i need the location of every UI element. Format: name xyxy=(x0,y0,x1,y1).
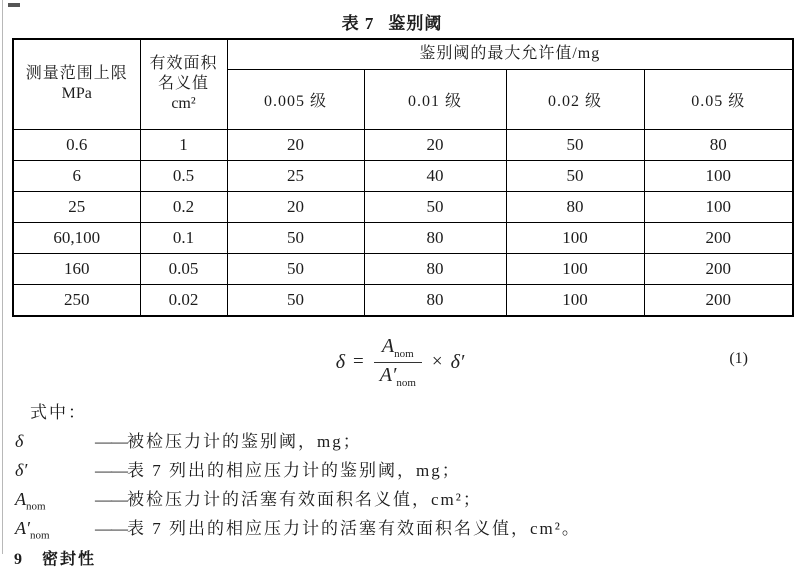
formula-denominator xyxy=(372,363,424,390)
cell-area: 0.5 xyxy=(140,160,227,191)
cell-area: 0.05 xyxy=(140,253,227,284)
table-row xyxy=(13,284,793,316)
definitions-intro: 式中： xyxy=(30,403,87,422)
formula-fraction xyxy=(372,334,424,389)
table-caption xyxy=(12,9,772,34)
cell-value: 50 xyxy=(227,253,364,284)
definition-dash: —— xyxy=(95,432,127,451)
symbol-subscript: nom xyxy=(29,529,50,542)
table-caption-label: 表 7 xyxy=(341,14,375,33)
definition-dash: —— xyxy=(95,519,127,538)
formula-equals: = xyxy=(353,351,364,372)
denominator-base: A′ xyxy=(379,363,397,386)
header-effective-area xyxy=(140,39,227,129)
cell-value: 50 xyxy=(227,284,364,316)
definition-text: 被检压力计的活塞有效面积名义值，cm²； xyxy=(127,490,482,509)
header-max-allowed-value: 鉴别阈的最大允许值/mg xyxy=(227,39,793,69)
cell-value: 100 xyxy=(506,284,644,316)
table-caption-title: 鉴别阈 xyxy=(388,14,443,33)
definition-symbol xyxy=(15,427,95,456)
definition-text: 被检压力计的鉴别阈，mg； xyxy=(127,432,362,451)
header-grade-0005: 0.005 级 xyxy=(227,69,364,129)
cell-value: 80 xyxy=(364,222,506,253)
cell-value: 50 xyxy=(506,160,644,191)
cell-area: 0.2 xyxy=(140,191,227,222)
formula-numerator xyxy=(374,334,422,362)
definition-symbol xyxy=(15,456,95,485)
definition-a-prime-nom xyxy=(15,514,800,543)
cell-value: 50 xyxy=(506,129,644,160)
header-measure-range xyxy=(13,39,140,129)
header-grade-005: 0.05 级 xyxy=(644,69,793,129)
definition-dash: —— xyxy=(95,490,127,509)
cell-value: 20 xyxy=(227,129,364,160)
table-row xyxy=(13,191,793,222)
formula-block xyxy=(0,324,800,400)
definition-delta-prime xyxy=(15,456,800,485)
cell-value: 100 xyxy=(644,191,793,222)
cell-value: 80 xyxy=(506,191,644,222)
cell-value: 100 xyxy=(506,253,644,284)
numerator-base: A xyxy=(381,335,395,358)
definition-text: 表 7 列出的相应压力计的活塞有效面积名义值，cm²。 xyxy=(127,519,581,538)
definition-symbol xyxy=(15,514,95,543)
scan-artifact-mark xyxy=(8,3,20,7)
formula-lhs: δ xyxy=(335,350,346,373)
cell-area: 0.02 xyxy=(140,284,227,316)
symbol-base: A′ xyxy=(15,518,30,538)
table-row xyxy=(13,222,793,253)
header-effective-area-line1: 有效面积 xyxy=(149,55,218,73)
definition-text: 表 7 列出的相应压力计的鉴别阈，mg； xyxy=(127,461,461,480)
cell-range: 6 xyxy=(13,160,140,191)
cell-range: 0.6 xyxy=(13,129,140,160)
header-grade-001: 0.01 级 xyxy=(364,69,506,129)
definition-a-nom xyxy=(15,485,800,514)
cell-value: 200 xyxy=(644,222,793,253)
cell-value: 200 xyxy=(644,284,793,316)
denominator-subscript: nom xyxy=(396,376,416,389)
definition-symbol xyxy=(15,485,95,514)
table-row xyxy=(13,160,793,191)
header-measure-range-unit: MPa xyxy=(61,85,92,103)
cell-value: 50 xyxy=(364,191,506,222)
cell-value: 50 xyxy=(227,222,364,253)
header-effective-area-unit: cm² xyxy=(171,95,196,113)
cell-value: 100 xyxy=(644,160,793,191)
table-row xyxy=(13,253,793,284)
symbol-definitions xyxy=(0,398,800,543)
cell-value: 20 xyxy=(364,129,506,160)
cell-area: 1 xyxy=(140,129,227,160)
equation-1 xyxy=(0,324,800,400)
cell-range: 250 xyxy=(13,284,140,316)
definition-delta xyxy=(15,427,800,456)
cell-range: 25 xyxy=(13,191,140,222)
table-row xyxy=(13,129,793,160)
header-grade-002: 0.02 级 xyxy=(506,69,644,129)
formula-times: × xyxy=(431,351,443,372)
formula-rhs: δ′ xyxy=(450,350,465,373)
symbol-base: δ xyxy=(15,431,24,451)
cell-range: 60,100 xyxy=(13,222,140,253)
definition-dash: —— xyxy=(95,461,127,480)
cell-value: 200 xyxy=(644,253,793,284)
cell-value: 80 xyxy=(364,284,506,316)
header-measure-range-line1: 测量范围上限 xyxy=(25,65,128,83)
symbol-base: A xyxy=(15,489,26,509)
cell-value: 80 xyxy=(364,253,506,284)
cell-value: 20 xyxy=(227,191,364,222)
header-effective-area-line2: 名义值 xyxy=(157,75,209,93)
cell-range: 160 xyxy=(13,253,140,284)
discrimination-threshold-table xyxy=(12,38,794,317)
next-section-heading-clipped: 9 密封性 xyxy=(14,551,97,568)
symbol-base: δ′ xyxy=(15,460,28,480)
cell-value: 100 xyxy=(506,222,644,253)
cell-area: 0.1 xyxy=(140,222,227,253)
symbol-subscript: nom xyxy=(26,500,46,513)
cell-value: 80 xyxy=(644,129,793,160)
cell-value: 25 xyxy=(227,160,364,191)
numerator-subscript: nom xyxy=(394,348,414,361)
equation-number: (1) xyxy=(729,350,748,367)
cell-value: 40 xyxy=(364,160,506,191)
